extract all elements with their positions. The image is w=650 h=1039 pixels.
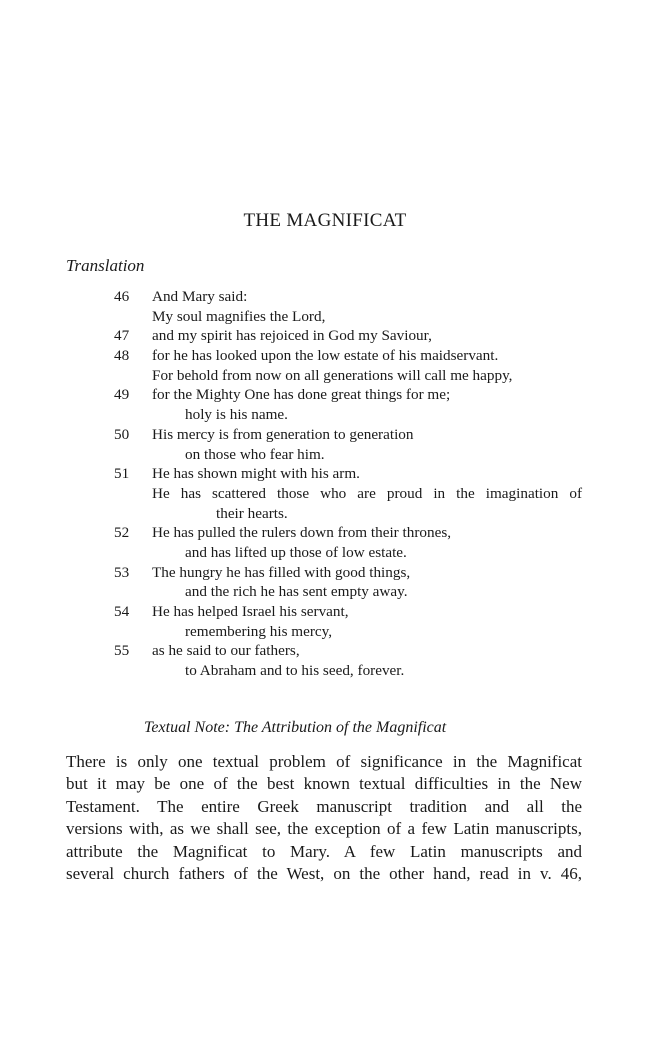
verse-text: The hungry he has filled with good things, <box>152 563 411 581</box>
verse-text: to Abraham and to his seed, forever. <box>185 662 405 680</box>
verse-text: He has helped Israel his servant, <box>152 603 349 620</box>
verse-text: My soul magnifies the Lord, <box>152 307 326 325</box>
verse-number: 50 <box>114 425 130 443</box>
paragraph-line: There is only one textual problem of significance in the Magnificat <box>66 752 582 771</box>
verse-text: His mercy is from generation to generation <box>152 425 414 443</box>
verse-list <box>0 287 650 681</box>
section-label-translation: Translation <box>66 256 145 275</box>
verse-text: as he said to our fathers, <box>152 642 300 660</box>
body-paragraph <box>66 751 582 885</box>
verse-line <box>0 504 650 524</box>
verse-text: and has lifted up those of low estate. <box>185 543 407 561</box>
verse-line <box>0 326 650 346</box>
verse-text: on those who fear him. <box>185 445 325 463</box>
verse-line <box>0 602 650 622</box>
verse-line <box>0 366 650 386</box>
verse-line <box>0 523 650 543</box>
verse-number: 53 <box>114 563 130 581</box>
textual-note-heading: Textual Note: The Attribution of the Magnificat <box>144 719 447 736</box>
verse-number: 51 <box>114 465 130 483</box>
verse-line <box>0 385 650 405</box>
paragraph-line: several church fathers of the West, on the other hand, read in v. 46, <box>66 863 582 883</box>
verse-text: And Mary said: <box>152 288 248 305</box>
verse-text: and the rich he has sent empty away. <box>185 583 408 601</box>
verse-line <box>0 445 650 465</box>
verse-text: for the Mighty One has done great things for me; <box>152 386 451 404</box>
verse-text: He has pulled the rulers down from their thrones, <box>152 524 452 542</box>
verse-line <box>0 641 650 661</box>
verse-number: 52 <box>114 524 130 542</box>
paragraph-line: versions with, as we shall see, the exception of a few Latin manuscripts, <box>66 819 582 839</box>
verse-line <box>0 464 650 484</box>
verse-line <box>0 425 650 445</box>
verse-line <box>0 484 650 504</box>
verse-text: for he has looked upon the low estate of his maidservant. <box>152 347 499 365</box>
verse-line <box>0 563 650 583</box>
verse-number: 54 <box>114 603 130 620</box>
verse-text: and my spirit has rejoiced in God my Saviour, <box>152 327 432 345</box>
page-title: THE MAGNIFICAT <box>243 210 407 231</box>
verse-line <box>0 405 650 425</box>
verse-number: 47 <box>114 327 130 345</box>
paragraph-line: attribute the Magnificat to Mary. A few Latin manuscripts and <box>66 841 582 861</box>
verse-number: 55 <box>114 642 130 660</box>
verse-text: remembering his mercy, <box>185 622 333 640</box>
verse-line <box>0 543 650 563</box>
paragraph-line: Testament. The entire Greek manuscript tradition and all the <box>66 796 582 816</box>
verse-text: He has scattered those who are proud in the imagination of <box>152 484 582 502</box>
verse-line <box>0 622 650 642</box>
verse-line <box>0 307 650 327</box>
verse-number: 46 <box>114 288 130 305</box>
verse-text: He has shown might with his arm. <box>152 465 360 483</box>
verse-text: holy is his name. <box>185 406 288 424</box>
verse-line <box>0 582 650 602</box>
verse-text: For behold from now on all generations will call me happy, <box>152 366 513 384</box>
verse-line <box>0 346 650 366</box>
paragraph-line: but it may be one of the best known textual difficulties in the New <box>66 774 582 794</box>
verse-text: their hearts. <box>216 504 288 522</box>
verse-line <box>0 661 650 681</box>
verse-number: 48 <box>114 347 130 365</box>
verse-line <box>0 287 650 307</box>
verse-number: 49 <box>114 386 130 404</box>
